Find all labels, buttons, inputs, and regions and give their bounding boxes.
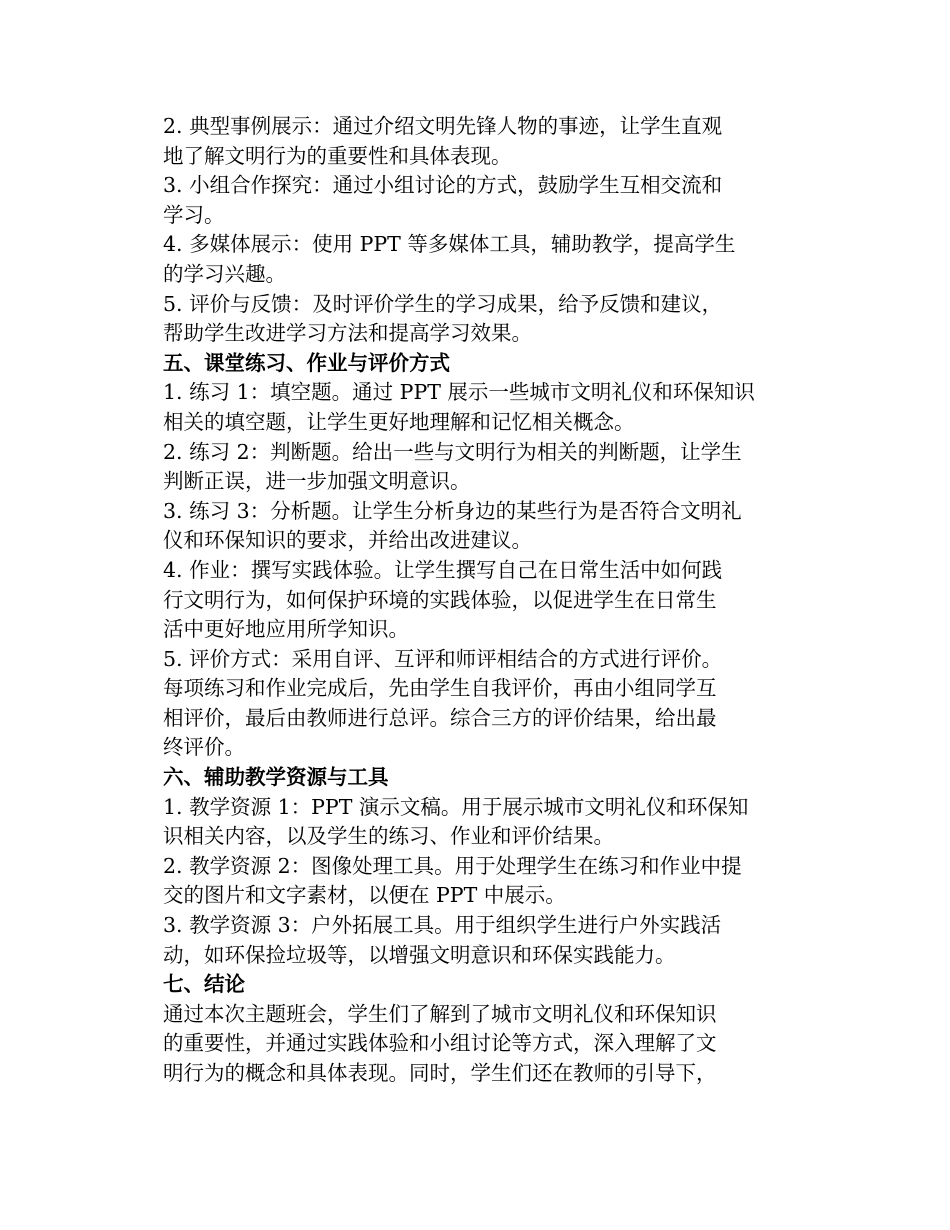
paragraph-line: 2. 练习 2：判断题。给出一些与文明行为相关的判断题，让学生: [163, 439, 742, 464]
section-heading: 七、结论: [163, 972, 245, 997]
paragraph-line: 相评价，最后由教师进行总评。综合三方的评价结果，给出最: [163, 705, 717, 730]
paragraph-line: 的重要性，并通过实践体验和小组讨论等方式，深入理解了文: [163, 1031, 717, 1056]
paragraph-line: 行文明行为，如何保护环境的实践体验，以促进学生在日常生: [163, 587, 717, 612]
paragraph-line: 1. 教学资源 1：PPT 演示文稿。用于展示城市文明礼仪和环保知: [163, 794, 749, 819]
paragraph-line: 交的图片和文字素材，以便在 PPT 中展示。: [163, 883, 566, 908]
paragraph-line: 5. 评价方式：采用自评、互评和师评相结合的方式进行评价。: [163, 646, 723, 671]
paragraph-line: 3. 教学资源 3：户外拓展工具。用于组织学生进行户外实践活: [163, 913, 722, 938]
paragraph-line: 3. 练习 3：分析题。让学生分析身边的某些行为是否符合文明礼: [163, 498, 742, 523]
paragraph-line: 动，如环保捡垃圾等，以增强文明意识和环保实践能力。: [163, 942, 676, 967]
paragraph-line: 地了解文明行为的重要性和具体表现。: [163, 143, 512, 168]
paragraph-line: 判断正误，进一步加强文明意识。: [163, 469, 471, 494]
paragraph-line: 2. 典型事例展示：通过介绍文明先锋人物的事迹，让学生直观: [163, 114, 723, 138]
section-heading: 六、辅助教学资源与工具: [163, 765, 389, 790]
paragraph-line: 仪和环保知识的要求，并给出改进建议。: [163, 528, 532, 553]
paragraph-line: 每项练习和作业完成后，先由学生自我评价，再由小组同学互: [163, 676, 717, 701]
paragraph-line: 5. 评价与反馈：及时评价学生的学习成果，给予反馈和建议，: [163, 291, 723, 316]
paragraph-line: 的学习兴趣。: [163, 261, 286, 286]
paragraph-line: 学习。: [163, 202, 225, 227]
paragraph-line: 活中更好地应用所学知识。: [163, 617, 409, 642]
document-page: [163, 112, 793, 1089]
section-heading: 五、课堂练习、作业与评价方式: [163, 350, 450, 375]
paragraph-line: 3. 小组合作探究：通过小组讨论的方式，鼓励学生互相交流和: [163, 173, 723, 198]
paragraph-line: 识相关内容，以及学生的练习、作业和评价结果。: [163, 824, 614, 849]
paragraph-line: 4. 多媒体展示：使用 PPT 等多媒体工具，辅助教学，提高学生: [163, 232, 736, 257]
paragraph-line: 通过本次主题班会，学生们了解到了城市文明礼仪和环保知识: [163, 1001, 717, 1026]
paragraph-line: 2. 教学资源 2：图像处理工具。用于处理学生在练习和作业中提: [163, 853, 742, 878]
paragraph-line: 1. 练习 1：填空题。通过 PPT 展示一些城市文明礼仪和环保知识: [163, 380, 755, 405]
paragraph-line: 帮助学生改进学习方法和提高学习效果。: [163, 321, 532, 346]
paragraph-line: 明行为的概念和具体表现。同时，学生们还在教师的引导下，: [163, 1061, 717, 1085]
paragraph-line: 4. 作业：撰写实践体验。让学生撰写自己在日常生活中如何践: [163, 557, 723, 582]
paragraph-line: 相关的填空题，让学生更好地理解和记忆相关概念。: [163, 409, 635, 434]
paragraph-line: 终评价。: [163, 735, 245, 760]
